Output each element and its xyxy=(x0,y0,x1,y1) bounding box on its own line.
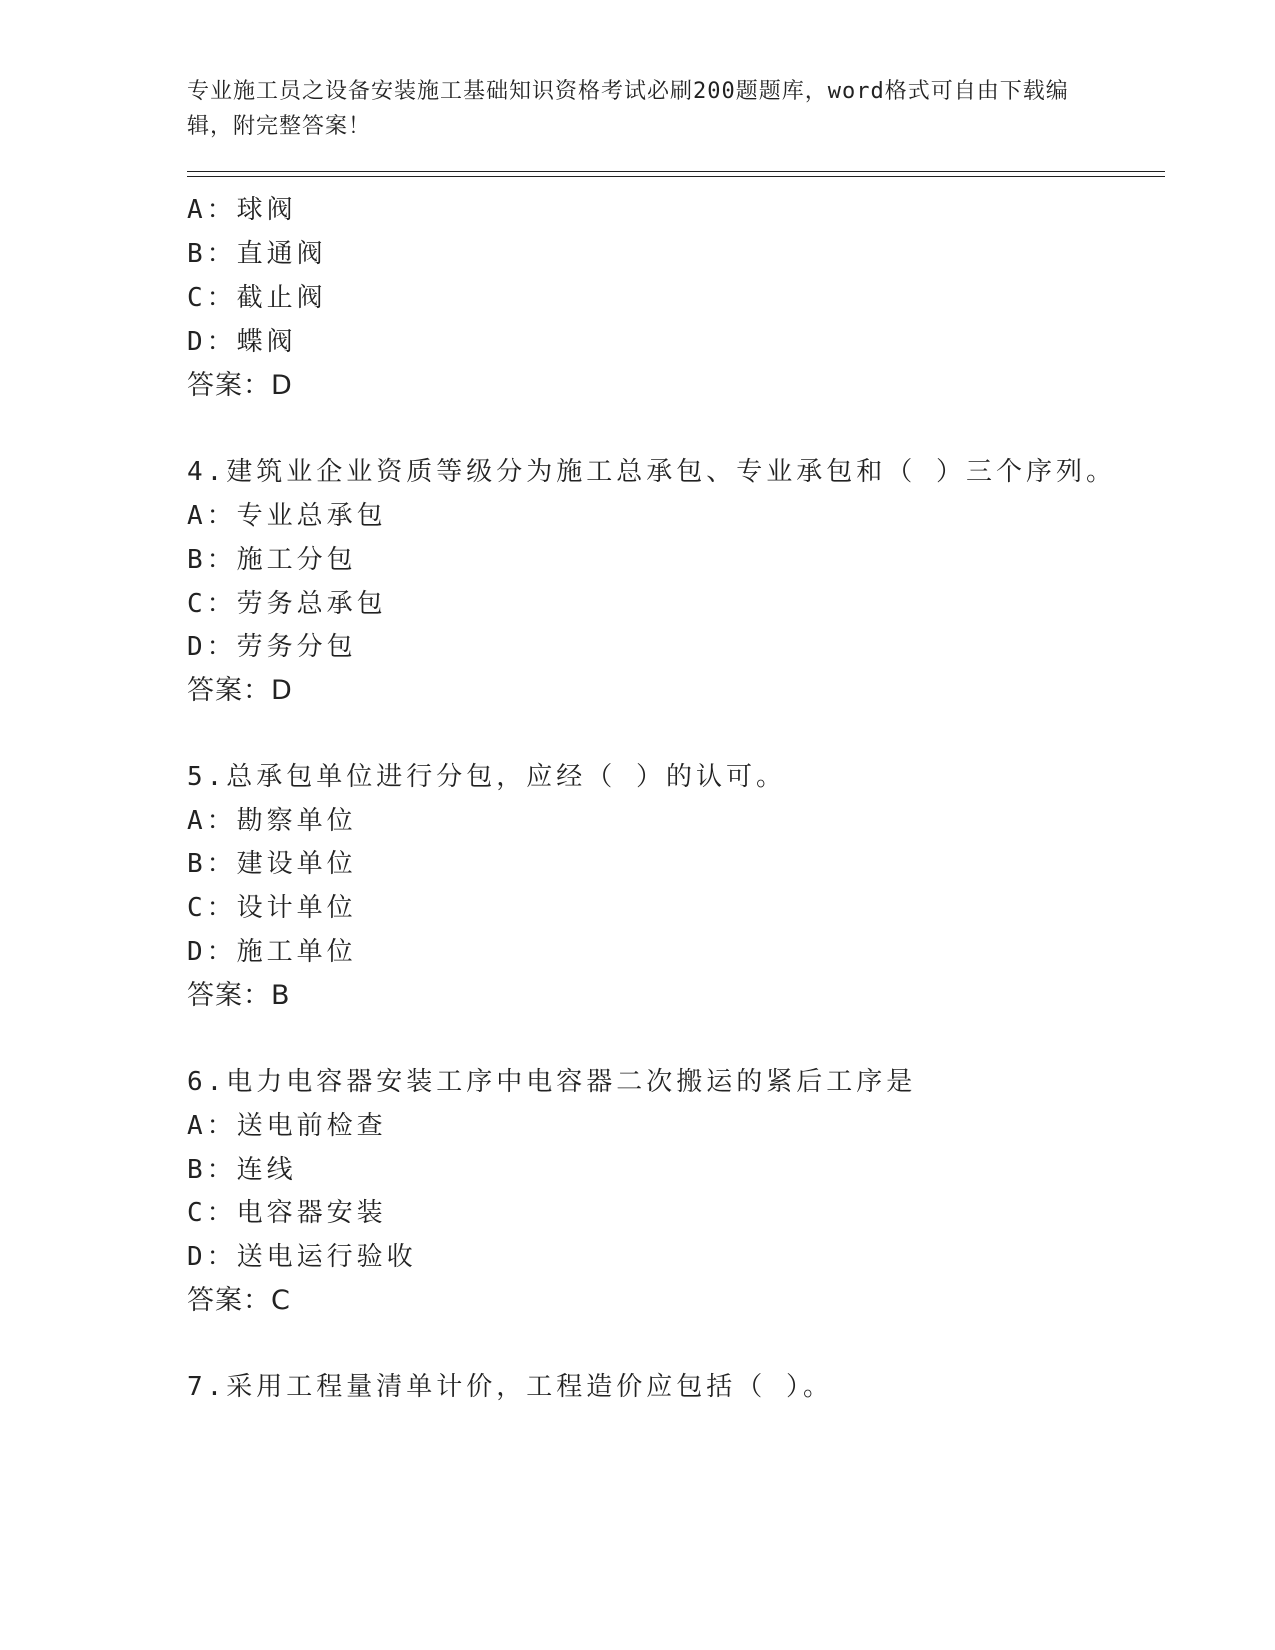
header-rule-top xyxy=(187,171,1165,172)
q4-option-b: B：施工分包 xyxy=(187,545,357,575)
q3-option-a: A：球阀 xyxy=(187,195,297,225)
q7-question: 7.采用工程量清单计价，工程造价应包括（ ）。 xyxy=(187,1372,833,1402)
q6-option-c: C：电容器安装 xyxy=(187,1198,387,1228)
q4-option-d: D：劳务分包 xyxy=(187,632,357,662)
q6-question: 6.电力电容器安装工序中电容器二次搬运的紧后工序是 xyxy=(187,1067,917,1097)
q6-option-b: B：连线 xyxy=(187,1155,297,1185)
q6-option-d: D：送电运行验收 xyxy=(187,1242,417,1272)
q5-question: 5.总承包单位进行分包，应经（ ）的认可。 xyxy=(187,762,786,792)
q4-question: 4.建筑业企业资质等级分为施工总承包、专业承包和（ ）三个序列。 xyxy=(187,457,1116,487)
q3-option-b: B：直通阀 xyxy=(187,239,327,269)
q5-option-c: C：设计单位 xyxy=(187,893,357,923)
q6-answer: 答案：C xyxy=(187,1285,291,1316)
q5-option-a: A：勘察单位 xyxy=(187,806,357,836)
q4-option-a: A：专业总承包 xyxy=(187,501,387,531)
q4-option-c: C：劳务总承包 xyxy=(187,589,387,619)
q3-option-d: D：蝶阀 xyxy=(187,327,297,357)
header-rule-bottom xyxy=(187,176,1165,177)
q3-option-c: C：截止阀 xyxy=(187,283,327,313)
q5-option-b: B：建设单位 xyxy=(187,849,357,879)
q4-answer: 答案：D xyxy=(187,675,293,706)
q5-answer: 答案：B xyxy=(187,980,291,1011)
q6-option-a: A：送电前检查 xyxy=(187,1111,387,1141)
document-title: 专业施工员之设备安装施工基础知识资格考试必刷200题题库，word格式可自由下载编辑，附完整答案！ xyxy=(187,79,1069,139)
q5-option-d: D：施工单位 xyxy=(187,937,357,967)
q3-answer: 答案：D xyxy=(187,370,293,401)
